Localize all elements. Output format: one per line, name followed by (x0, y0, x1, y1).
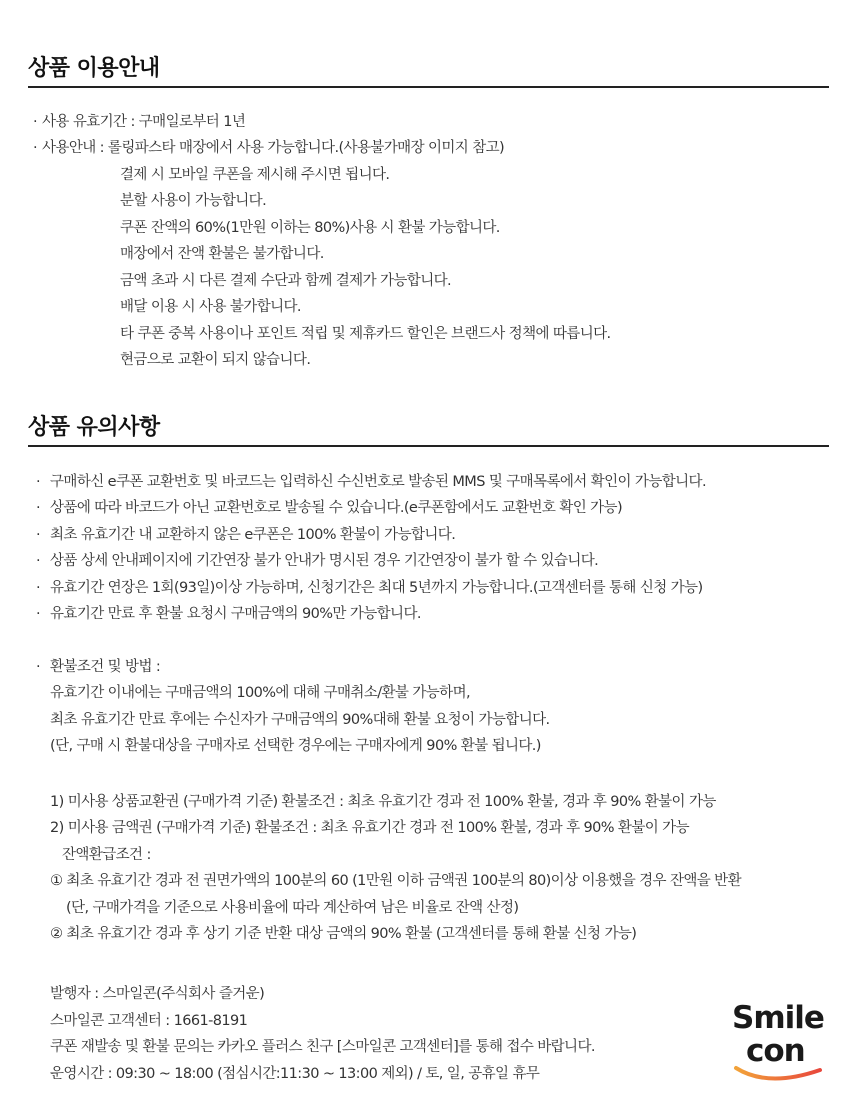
bullet: · (36, 474, 41, 490)
usage-guide-line: 쿠폰 잔액의 60%(1만원 이하는 80%)사용 시 환불 가능합니다. (120, 220, 500, 236)
bullet: · (36, 553, 41, 569)
issuer-line: 발행자 : 스마일콘(주식회사 즐거운) (50, 986, 265, 1002)
notice-item: 유효기간 만료 후 환불 요청시 구매금액의 90%만 가능합니다. (50, 606, 421, 622)
usage-guide-line: 분할 사용이 가능합니다. (120, 193, 267, 209)
smile-curve-icon (728, 1064, 826, 1088)
logo-text-con: con (746, 1033, 805, 1069)
bullet: · (36, 606, 41, 622)
bullet: · (36, 500, 41, 516)
usage-section-divider (28, 86, 829, 88)
bullet: · (36, 580, 41, 596)
balance-heading: 잔액환급조건 : (62, 847, 151, 863)
refund-condition: 1) 미사용 상품교환권 (구매가격 기준) 환불조건 : 최초 유효기간 경과 전 100% 환불, 경과 후 90% 환불이 가능 (50, 794, 716, 810)
notice-section-title: 상품 유의사항 (28, 415, 160, 440)
logo-text-smile: Smile (732, 1000, 824, 1036)
usage-guide-line: 매장에서 잔액 환불은 불가합니다. (120, 246, 324, 262)
usage-guide-line: 배달 이용 시 사용 불가합니다. (120, 299, 301, 315)
notice-item: 최초 유효기간 내 교환하지 않은 e쿠폰은 100% 환불이 가능합니다. (50, 527, 456, 543)
refund-line: (단, 구매 시 환불대상을 구매자로 선택한 경우에는 구매자에게 90% 환불 됩니다.) (50, 738, 541, 754)
refund-line: 유효기간 이내에는 구매금액의 100%에 대해 구매취소/환불 가능하며, (50, 685, 470, 701)
bullet: · (33, 140, 38, 156)
bullet: · (36, 659, 41, 675)
usage-section-title: 상품 이용안내 (28, 56, 160, 81)
balance-line: (단, 구매가격을 기준으로 사용비율에 따라 계산하여 남은 비율로 잔액 산정) (66, 900, 519, 916)
bullet: · (33, 114, 38, 130)
smilecon-logo (726, 1000, 828, 1090)
notice-item: 상품에 따라 바코드가 아닌 교환번호로 발송될 수 있습니다.(e쿠폰함에서도 교환번호 확인 가능) (50, 500, 622, 516)
notice-item: 상품 상세 안내페이지에 기간연장 불가 안내가 명시된 경우 기간연장이 불가 할 수 있습니다. (50, 553, 599, 569)
bullet: · (36, 527, 41, 543)
usage-guide-first: 사용안내 : 롤링파스타 매장에서 사용 가능합니다.(사용불가매장 이미지 참고) (42, 140, 505, 156)
usage-validity: 사용 유효기간 : 구매일로부터 1년 (42, 114, 246, 130)
balance-line: ② 최초 유효기간 경과 후 상기 기준 반환 대상 금액의 90% 환불 (고객센터를 통해 환불 신청 가능) (50, 926, 637, 942)
notice-section-divider (28, 445, 829, 447)
refund-line: 최초 유효기간 만료 후에는 수신자가 구매금액의 90%대해 환불 요청이 가능합니다. (50, 712, 550, 728)
usage-guide-line: 결제 시 모바일 쿠폰을 제시해 주시면 됩니다. (120, 167, 390, 183)
notice-item: 유효기간 연장은 1회(93일)이상 가능하며, 신청기간은 최대 5년까지 가능합니다.(고객센터를 통해 신청 가능) (50, 580, 703, 596)
issuer-line: 운영시간 : 09:30 ~ 18:00 (점심시간:11:30 ~ 13:00 제외) / 토, 일, 공휴일 휴무 (50, 1066, 540, 1082)
refund-heading: 환불조건 및 방법 : (50, 659, 161, 675)
refund-condition: 2) 미사용 금액권 (구매가격 기준) 환불조건 : 최초 유효기간 경과 전 100% 환불, 경과 후 90% 환불이 가능 (50, 820, 689, 836)
balance-line: ① 최초 유효기간 경과 전 권면가액의 100분의 60 (1만원 이하 금액권 100분의 80)이상 이용했을 경우 잔액을 반환 (50, 873, 742, 889)
notice-item: 구매하신 e쿠폰 교환번호 및 바코드는 입력하신 수신번호로 발송된 MMS 및 구매목록에서 확인이 가능합니다. (50, 474, 706, 490)
issuer-line: 스마일콘 고객센터 : 1661-8191 (50, 1013, 248, 1029)
issuer-line: 쿠폰 재발송 및 환불 문의는 카카오 플러스 친구 [스마일콘 고객센터]를 통해 접수 바랍니다. (50, 1039, 595, 1055)
usage-guide-line: 금액 초과 시 다른 결제 수단과 함께 결제가 가능합니다. (120, 273, 452, 289)
usage-guide-line: 타 쿠폰 중복 사용이나 포인트 적립 및 제휴카드 할인은 브랜드사 정책에 따릅니다. (120, 326, 611, 342)
usage-guide-line: 현금으로 교환이 되지 않습니다. (120, 352, 311, 368)
